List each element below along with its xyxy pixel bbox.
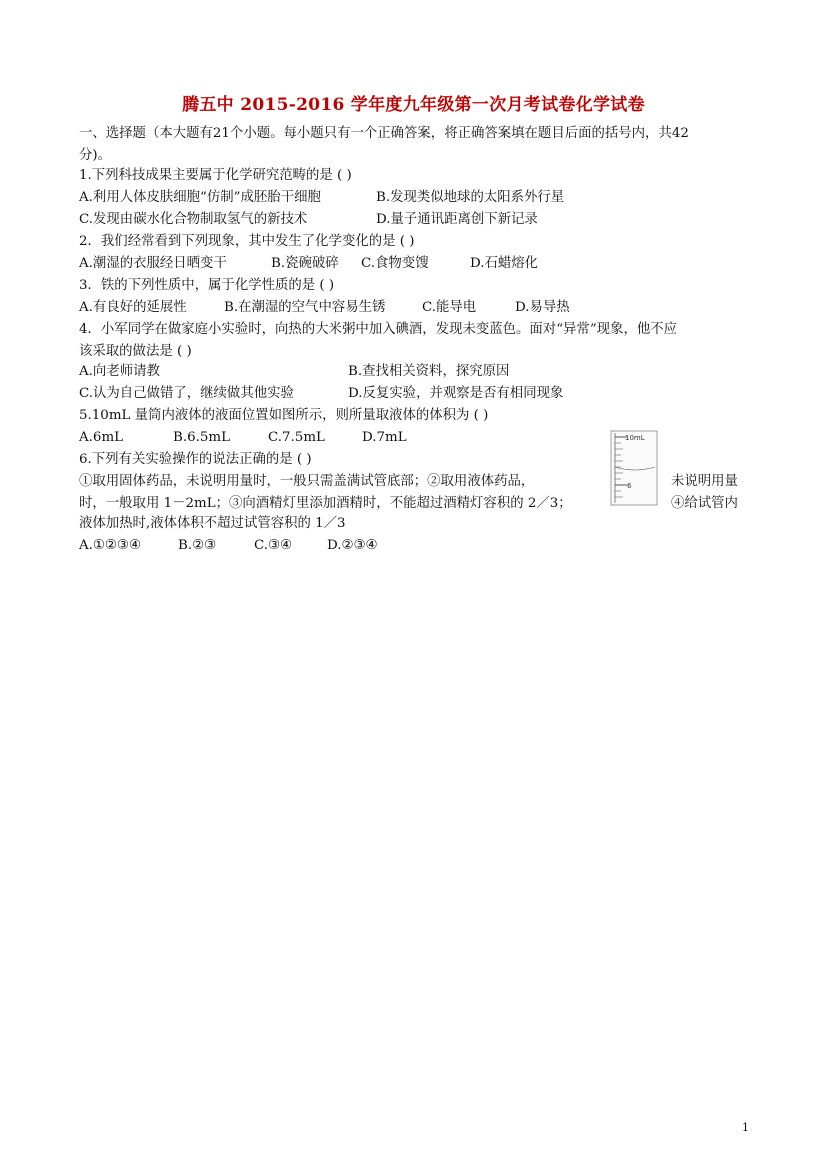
question-4-stem-line1: 4．小军同学在做家庭小实验时，向热的大米粥中加入碘酒，发现未变蓝色。面对“异常”现象，他不应 — [79, 322, 678, 337]
question-6-text-line1a: ①取用固体药品，未说明用量时，一般只需盖满试管底部；②取用液体药品， — [79, 474, 535, 489]
question-3-option-c: C.能导电 — [422, 300, 477, 315]
question-3-stem: 3．铁的下列性质中，属于化学性质的是 ( ) — [79, 278, 335, 293]
question-3-option-a: A.有良好的延展性 — [79, 300, 187, 315]
question-6-option-c: C.③④ — [254, 538, 293, 553]
exam-title: 腾五中 2015-2016 学年度九年级第一次月考试卷化学试卷 — [182, 95, 645, 115]
question-6-text-line3: 液体加热时,液体体积不超过试管容积的 1／3 — [79, 516, 346, 531]
cylinder-mark-label: 6 — [627, 482, 632, 490]
cylinder-top-label: 10mL — [625, 434, 645, 442]
question-4-option-c: C.认为自己做错了，继续做其他实验 — [79, 386, 294, 401]
question-1-stem: 1.下列科技成果主要属于化学研究范畴的是 ( ) — [79, 168, 352, 183]
question-2-option-c: C.食物变馊 — [361, 256, 429, 271]
question-6-option-a: A.①②③④ — [79, 538, 141, 553]
question-4-option-d: D.反复实验，并观察是否有相同现象 — [348, 386, 564, 401]
question-5-option-d: D.7mL — [362, 430, 407, 445]
question-5-stem: 5.10mL 量筒内液体的液面位置如图所示，则所量取液体的体积为 ( ) — [79, 408, 489, 423]
graduated-cylinder-figure — [605, 429, 663, 509]
question-6-text-line2a: 时，一般取用 1－2mL；③向酒精灯里添加酒精时，不能超过酒精灯容积的 2／3； — [79, 496, 572, 511]
question-3-option-d: D.易导热 — [515, 300, 570, 315]
question-1-option-d: D.量子通讯距离创下新记录 — [376, 212, 538, 227]
question-2-option-a: A.潮湿的衣服经日晒变干 — [79, 256, 227, 271]
question-5-option-a: A.6mL — [79, 430, 124, 445]
question-5-option-c: C.7.5mL — [268, 430, 325, 445]
question-4-option-b: B.查找相关资料，探究原因 — [348, 364, 510, 379]
page-number: 1 — [742, 1121, 749, 1134]
section-heading-line1: 一、选择题（本大题有21个小题。每小题只有一个正确答案，将正确答案填在题目后面的括号内，共42 — [79, 126, 689, 141]
question-1-option-a: A.利用人体皮肤细胞“仿制”成胚胎干细胞 — [79, 190, 321, 205]
question-6-text-line1b: 未说明用量 — [671, 474, 738, 489]
question-6-option-b: B.②③ — [178, 538, 217, 553]
section-heading-line2: 分)。 — [79, 148, 112, 163]
question-5-option-b: B.6.5mL — [173, 430, 230, 445]
question-6-text-line2b: ④给试管内 — [671, 496, 738, 511]
question-6-stem: 6.下列有关实验操作的说法正确的是 ( ) — [79, 452, 312, 467]
question-4-option-a: A.向老师请教 — [79, 364, 160, 379]
question-6-option-d: D.②③④ — [327, 538, 378, 553]
question-4-stem-line2: 该采取的做法是 ( ) — [79, 344, 192, 359]
question-2-option-d: D.石蜡熔化 — [470, 256, 539, 271]
question-1-option-b: B.发现类似地球的太阳系外行星 — [376, 190, 565, 205]
question-2-stem: 2．我们经常看到下列现象，其中发生了化学变化的是 ( ) — [79, 234, 415, 249]
question-3-option-b: B.在潮湿的空气中容易生锈 — [224, 300, 386, 315]
question-2-option-b: B.瓷碗破碎 — [271, 256, 339, 271]
question-1-option-c: C.发现由碳水化合物制取氢气的新技术 — [79, 212, 308, 227]
